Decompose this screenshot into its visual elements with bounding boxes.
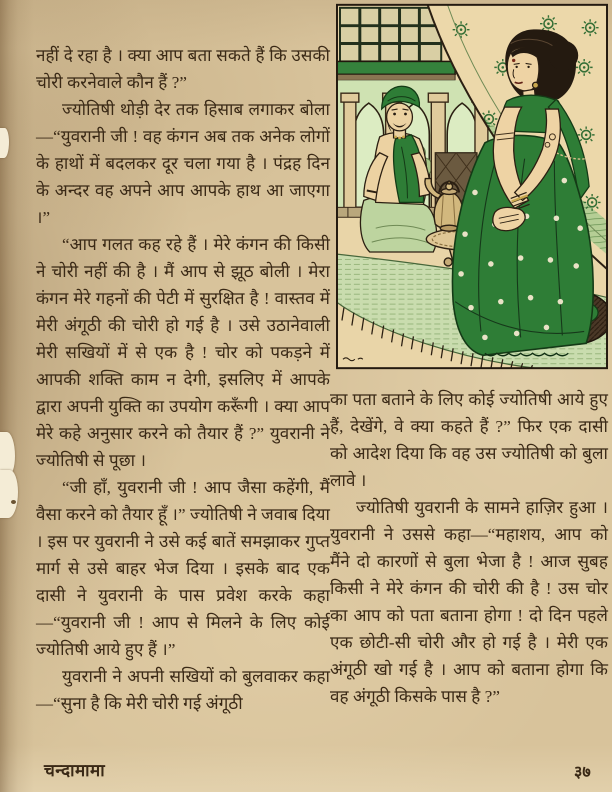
story-paragraph: नहीं दे रहा है । क्या आप बता सकते हैं कि उसकी चोरी करनेवाले कौन हैं ?” xyxy=(36,46,330,92)
story-paragraph: “जी हाँ, युवरानी जी ! आप जैसा कहेंगी, मैं वैसा करने को तैयार हूँ ।” ज्योतिषी ने जवाब दिया । इस पर युवरानी ने उसे कई बातें समझाकर गुप्त मार्ग से उसे बाहर भेज दिया । इसके बाद एक दासी ने युवरानी के पास प्रवेश करके कहा—“युवरानी जी ! आप से मिलने के लिए कोई ज्योतिषी आये हुए हैं ।” xyxy=(36,478,330,659)
story-paragraph: का पता बताने के लिए कोई ज्योतिषी आये हुए हैं, देखेंगे, वे क्या कहते हैं ?” फिर एक दासी को आदेश दिया कि वह उस ज्योतिषी को बुला लावे । xyxy=(330,390,608,490)
story-illustration xyxy=(336,3,608,370)
earring xyxy=(533,82,539,88)
story-paragraph: “आप गलत कह रहे हैं । मेरे कंगन की किसी ने चोरी नहीं की है । मैं आप से झूठ बोली । मेरा कंगन मेरे गहनों की पेटी में सुरक्षित है ! वास्तव में मेरी अंगूठी की चोरी हो गई है । उसे उठानेवाली मेरी सखियों में से एक है ! चोर को पकड़ने में आपकी शक्ति काम न देगी, इसलिए में आपके द्वारा अपनी युक्ति का उपयोग करूँगी । क्या आप मेरे कहे अनुसार करने को तैयार हैं ?” युवरानी ने ज्योतिषी से पूछा । xyxy=(36,235,330,470)
dhoti xyxy=(360,196,436,252)
page-binding-shadow xyxy=(0,0,34,792)
story-paragraph: ज्योतिषी युवरानी के सामने हाज़िर हुआ । युवरानी ने उससे कहा—“महाशय, आप को मैंने दो कारणों से बुला भेजा है ! आज सुबह किसी ने मेरे कंगन की चोरी की है ! उस चोर का आप को पता बताना होगा ! दो दिन पहले एक छोटी-सी चोरी और हो गई है । मेरी एक अंगूठी खो गई है । आप को बताना होगा कि वह अंगूठी किसके पास है ?” xyxy=(330,498,608,706)
page-number: ३७ xyxy=(574,764,591,781)
right-text-column xyxy=(330,386,608,758)
ink-smudge xyxy=(11,500,16,504)
hair-bun xyxy=(548,41,578,71)
story-paragraph: युवरानी ने अपनी सखियों को बुलवाकर कहा—“सुना है कि मेरी चोरी गई अंगूठी xyxy=(36,667,330,713)
story-paragraph: ज्योतिषी थोड़ी देर तक हिसाब लगाकर बोला—“युवरानी जी ! वह कंगन अब तक अनेक लोगों के हाथों में बदलकर दूर चला गया है । पंद्रह दिन के अन्दर वह अपने आप आपके हाथ आ जाएगा ।” xyxy=(36,100,330,227)
left-text-column xyxy=(36,42,330,756)
bindi xyxy=(512,59,515,62)
magazine-name: चन्दामामा xyxy=(44,761,106,780)
